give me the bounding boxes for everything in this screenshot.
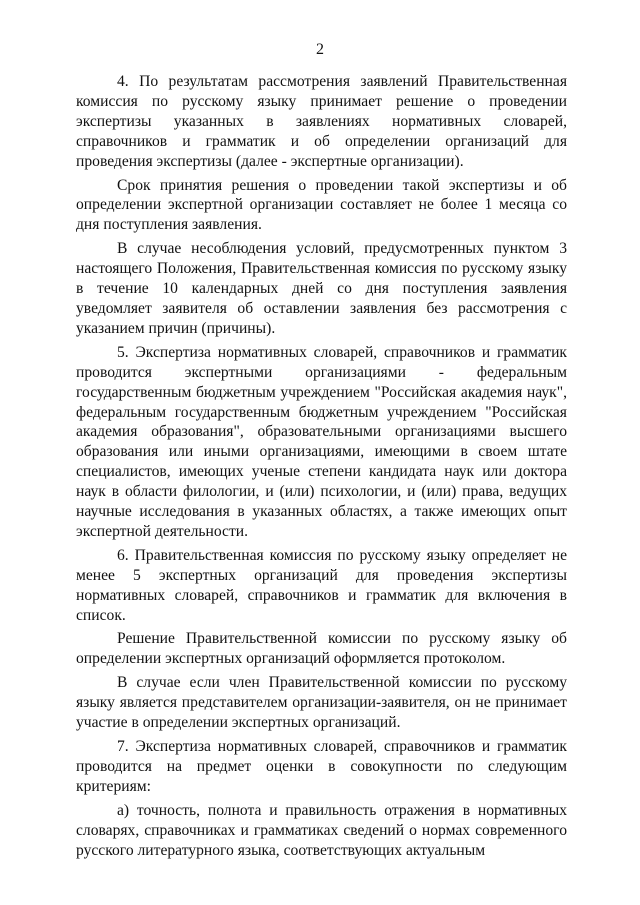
paragraph-item-7: 7. Экспертиза нормативных словарей, справочников и грамматик проводится на предмет оценки в совокупности по следующим критериям:: [76, 738, 567, 795]
paragraph-noncompliance: В случае несоблюдения условий, предусмотренных пунктом 3 настоящего Положения, Правительственная комиссия по русскому языку в течение 10 календарных дней со дня поступления заявления уведомляет заявителя об оставлении заявления без рассмотрения с указанием причин (причины).: [76, 240, 567, 337]
paragraph-criterion-a: а) точность, полнота и правильность отражения в нормативных словарях, справочниках и грамматиках сведений о нормах современного русского литературного языка, соответствующих актуальным: [76, 801, 567, 859]
page-number: 2: [316, 41, 324, 58]
paragraph-conflict-of-interest: В случае если член Правительственной комиссии по русскому языку является представителем организации-заявителя, он не принимает участие в определении экспертных организаций.: [76, 674, 567, 732]
paragraph-protocol: Решение Правительственной комиссии по русскому языку об определении экспертных организаций оформляется протоколом.: [76, 630, 567, 668]
paragraph-item-6: 6. Правительственная комиссия по русскому языку определяет не менее 5 экспертных организаций для проведения экспертизы нормативных словарей, справочников и грамматик для включения в список.: [76, 546, 567, 624]
paragraph-decision-deadline: Срок принятия решения о проведении такой экспертизы и об определении экспертной организации составляет не более 1 месяца со дня поступления заявления.: [76, 176, 567, 234]
paragraph-item-4: 4. По результатам рассмотрения заявлений Правительственная комиссия по русскому языку принимает решение о проведении экспертизы указанных в заявлениях нормативных словарей, справочников и грамматик и об определении организаций для проведения экспертизы (далее - экспертные организации).: [76, 73, 567, 170]
paragraph-item-5: 5. Экспертиза нормативных словарей, справочников и грамматик проводится экспертными организациями - федеральным государственным бюджетным учреждением "Российская академия наук", федеральным государственным бюджетным учреждением "Российская академия образования", образовательными организациями высшего образования или иными организациями, имеющими в своем штате специалистов, имеющих ученые степени кандидата наук или доктора наук в области филологии, и (или) психологии, и (или) права, ведущих научные исследования в указанных областях, а также имеющих опыт экспертной деятельности.: [76, 343, 567, 540]
document-body: [76, 72, 567, 864]
